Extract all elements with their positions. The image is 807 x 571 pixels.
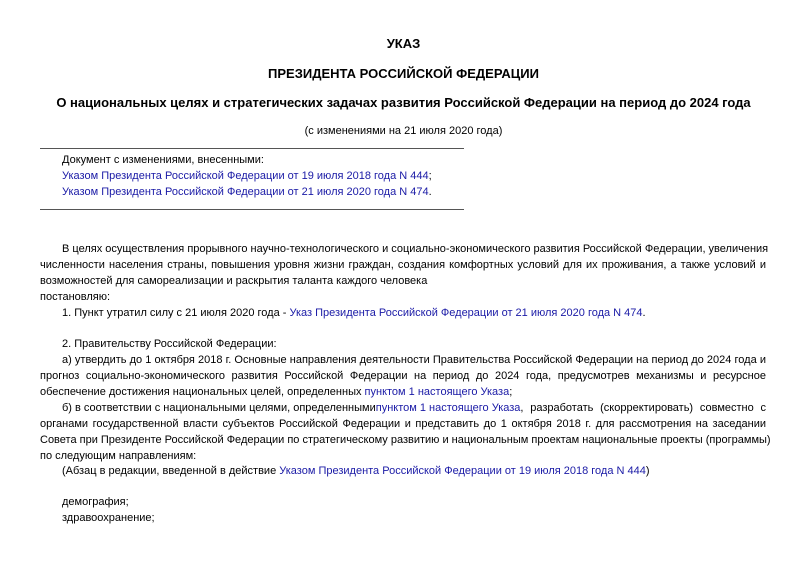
paragraph-2a-line-3-end: ;: [509, 386, 513, 398]
paragraph-2a-line-3-text: обеспечение достижения национальных целей, определенных: [40, 386, 365, 398]
paragraph-1-link[interactable]: Указ Президента Российской Федерации от 21 июля 2020 года N 474: [289, 307, 643, 319]
decree-word: постановляю:: [40, 291, 111, 303]
paragraph-2b-line-1-end: , разработать (скорректировать) совместно с: [520, 402, 766, 414]
document-type-heading: УКАЗ: [386, 36, 421, 51]
list-item-demography: демография;: [62, 496, 129, 508]
paragraph-2a-line-2: прогноз социально-экономического развития Российской Федерации на период до 2024 года, предусмотрев механизмы и ресурсное: [40, 370, 766, 382]
changes-box-top-rule: [40, 148, 464, 149]
edit-note: [62, 465, 650, 477]
edit-note-text: (Абзац в редакции, введенной в действие: [62, 465, 280, 477]
paragraph-2b-link[interactable]: пунктом 1 настоящего Указа: [375, 402, 521, 414]
paragraph-1-end: .: [642, 307, 646, 319]
edit-note-end: ): [645, 465, 650, 477]
preamble-line-2: численности населения страны, повышения уровня жизни граждан, создания комфортных условий для их проживания, а также условий и: [40, 259, 766, 271]
paragraph-2b-line-2: органами государственной власти субъектов Российской Федерации и представить до 1 октября 2018 г. для рассмотрения на заседании: [40, 418, 766, 430]
amendment-link-474[interactable]: Указом Президента Российской Федерации от 21 июля 2020 года N 474: [62, 186, 429, 198]
changes-item-2-sep: .: [428, 186, 432, 198]
preamble-line-1: В целях осуществления прорывного научно-технологического и социально-экономического развития Российской Федерации, увеличения: [62, 243, 769, 255]
paragraph-2a-line-3: [40, 386, 512, 398]
paragraph-1: [62, 307, 646, 319]
amendment-note: (с изменениями на 21 июля 2020 года): [304, 125, 503, 137]
preamble-line-3: возможностей для самореализации и раскрытия таланта каждого человека: [40, 275, 428, 287]
changes-box-bottom-rule: [40, 209, 464, 210]
paragraph-2a-link[interactable]: пунктом 1 настоящего Указа: [364, 386, 510, 398]
list-item-health: здравоохранение;: [62, 512, 155, 524]
paragraph-2b-line-1-text: б) в соответствии с национальными целями, определенными: [62, 402, 376, 414]
document-title: О национальных целях и стратегических задачах развития Российской Федерации на период до 2024 года: [56, 95, 751, 110]
paragraph-2b-line-1: [62, 402, 766, 414]
issuer-heading: ПРЕЗИДЕНТА РОССИЙСКОЙ ФЕДЕРАЦИИ: [268, 66, 539, 81]
paragraph-2b-line-4: по следующим направлениям:: [40, 450, 197, 462]
paragraph-2-heading: 2. Правительству Российской Федерации:: [62, 338, 277, 350]
changes-item-1-sep: ;: [428, 170, 432, 182]
changes-intro: Документ с изменениями, внесенными:: [62, 154, 264, 166]
edit-note-link[interactable]: Указом Президента Российской Федерации от 19 июля 2018 года N 444: [279, 465, 646, 477]
changes-item-2: [62, 186, 432, 198]
amendment-link-444[interactable]: Указом Президента Российской Федерации от 19 июля 2018 года N 444: [62, 170, 429, 182]
paragraph-2b-line-3: Совета при Президенте Российской Федерации по стратегическому развитию и национальным проектам национальные проекты (программы): [40, 434, 771, 446]
paragraph-1-text: 1. Пункт утратил силу с 21 июля 2020 года -: [62, 307, 290, 319]
paragraph-2a-line-1: а) утвердить до 1 октября 2018 г. Основные направления деятельности Правительства Российской Федерации на период до 2024 года и: [62, 354, 766, 366]
changes-item-1: [62, 170, 432, 182]
